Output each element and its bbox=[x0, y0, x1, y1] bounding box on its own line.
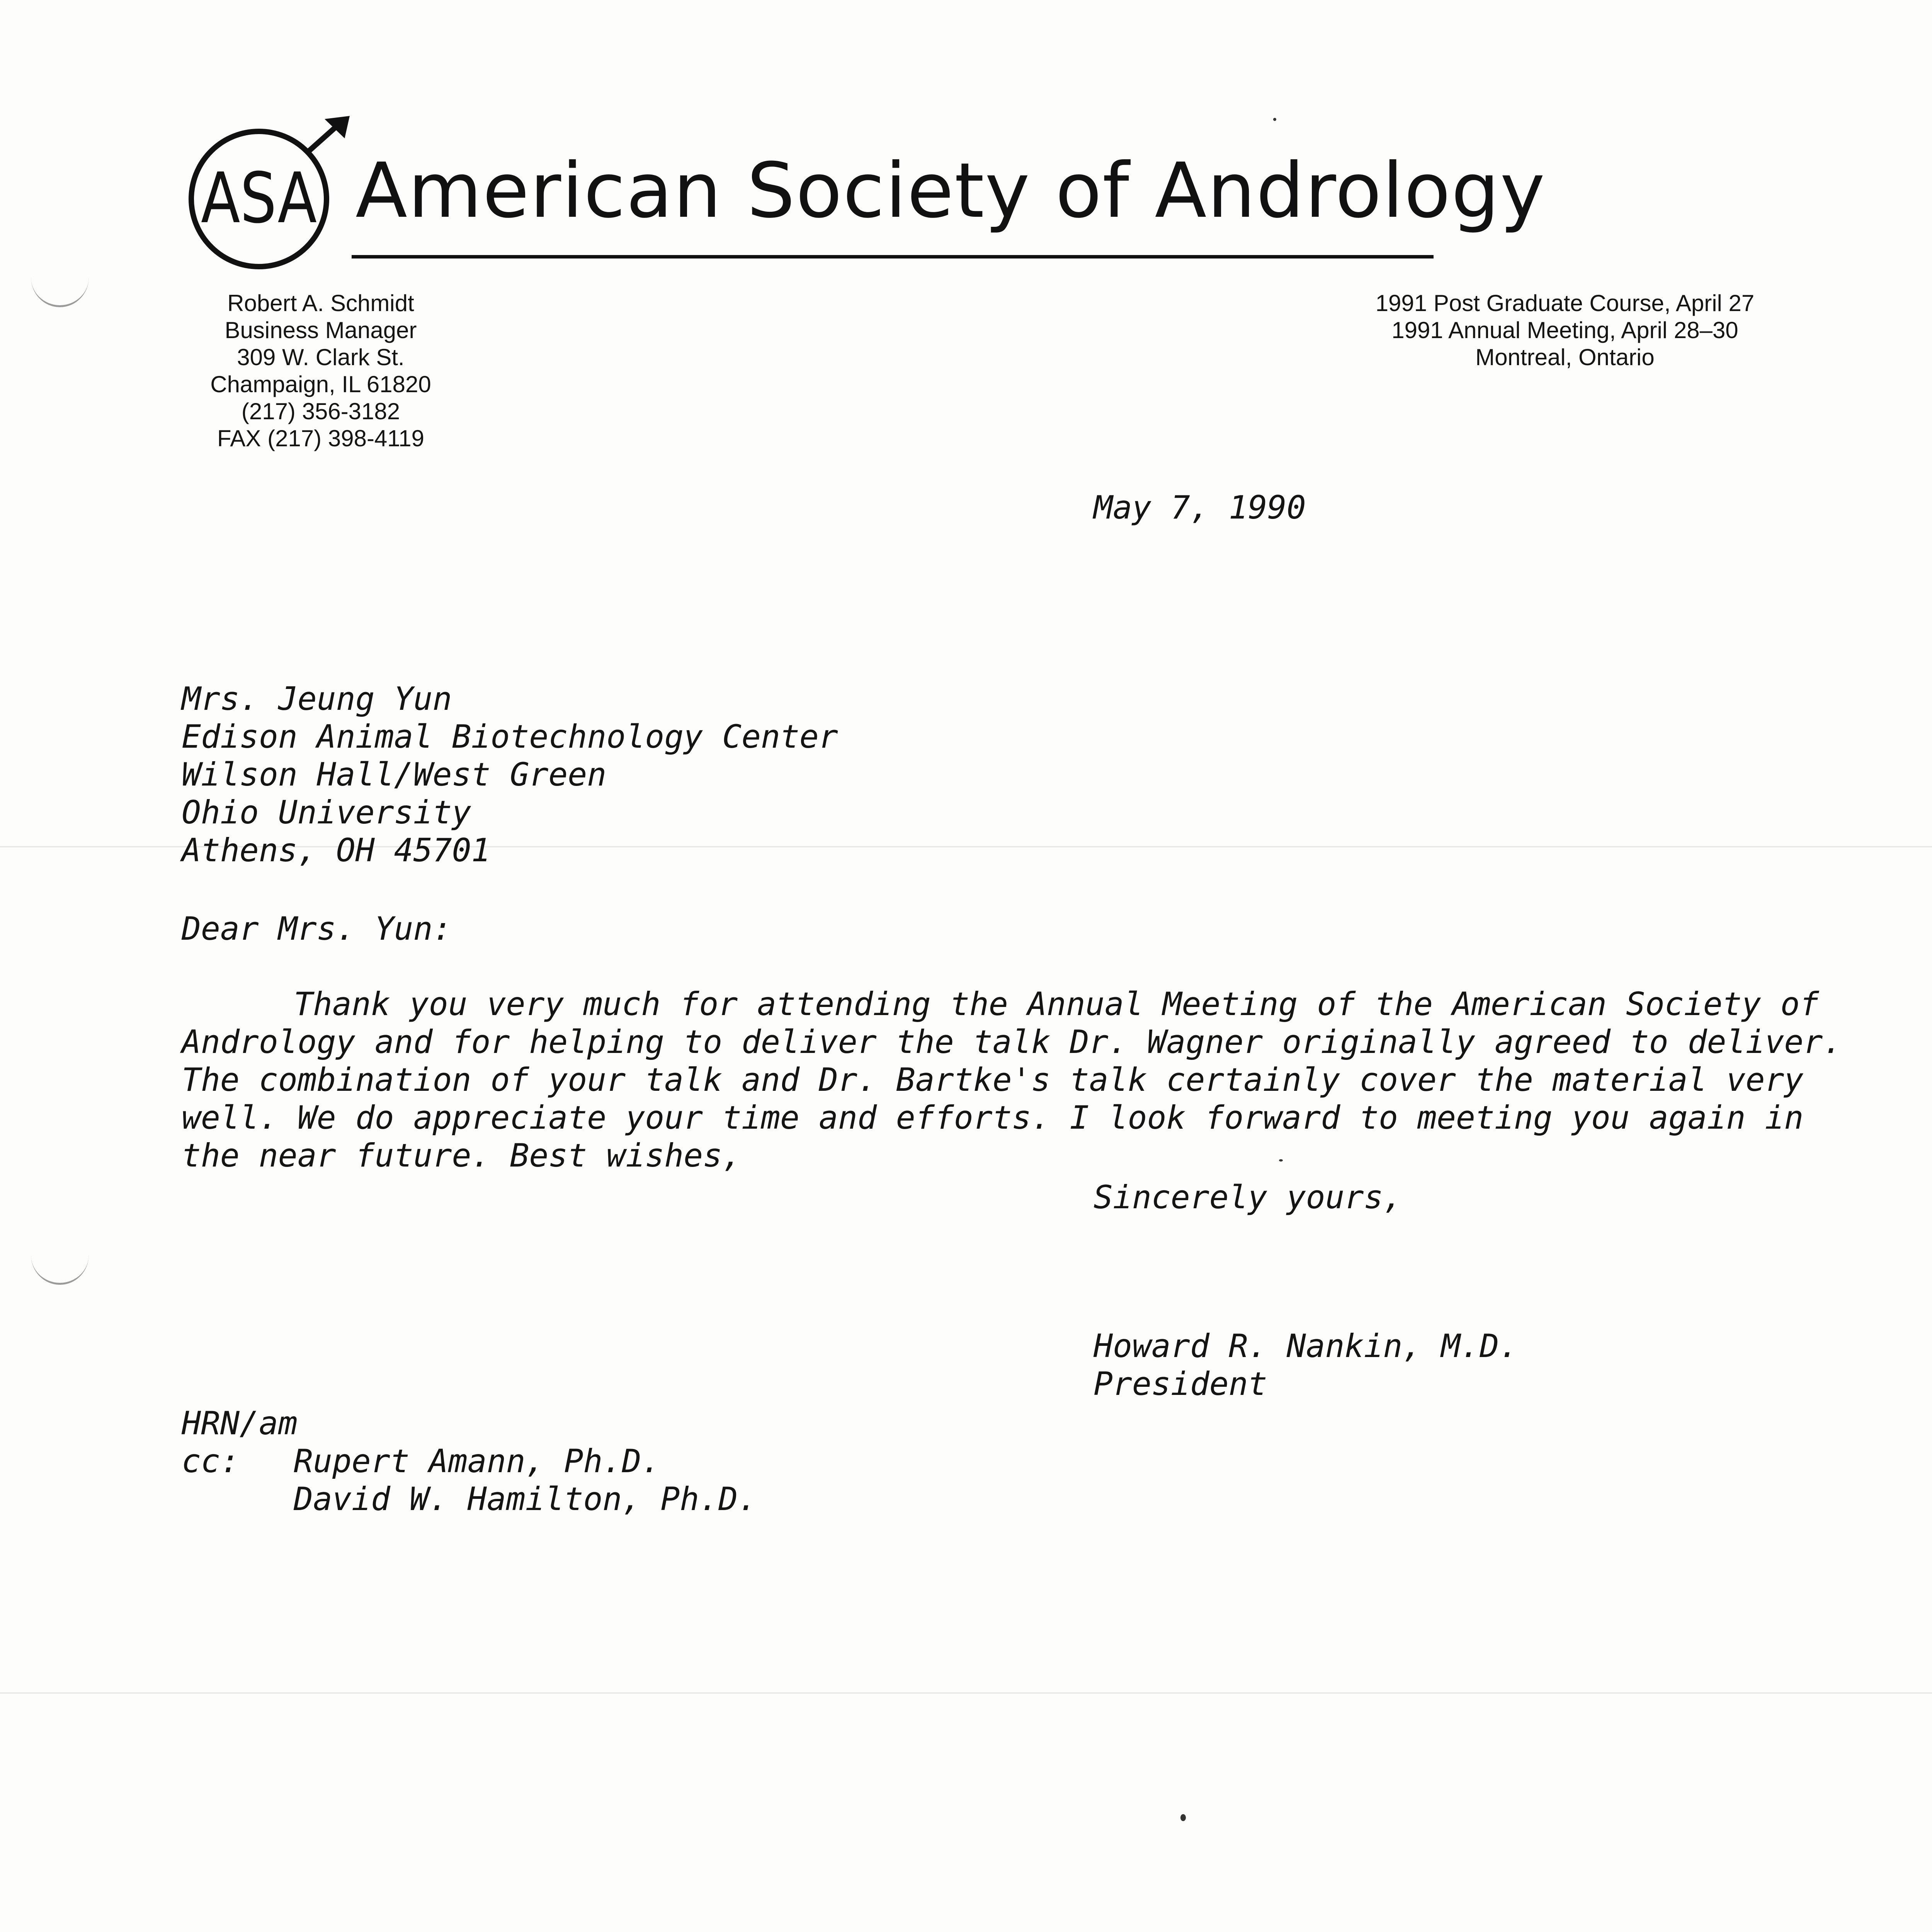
ink-speck bbox=[1279, 1159, 1283, 1162]
cc-row bbox=[182, 1442, 757, 1480]
society-name: American Society of Andrology bbox=[355, 147, 1546, 235]
body-line: Andrology and for helping to deliver the talk Dr. Wagner originally agreed to deliver. bbox=[182, 1023, 1842, 1061]
recipient-line: Ohio University bbox=[182, 794, 471, 831]
meeting-line: 1991 Annual Meeting, April 28–30 bbox=[1391, 317, 1738, 343]
signature-block bbox=[1094, 1327, 1518, 1403]
body-line: Thank you very much for attending the Annual Meeting of the American Society of bbox=[294, 985, 1819, 1023]
punch-hole-middle bbox=[31, 1225, 89, 1285]
asa-logo bbox=[185, 116, 363, 278]
recipient-line: Athens, OH 45701 bbox=[182, 832, 491, 869]
ink-speck bbox=[1180, 1814, 1186, 1821]
cc-recipient: Rupert Amann, Ph.D. bbox=[294, 1442, 661, 1480]
recipient-line: Edison Animal Biotechnology Center bbox=[182, 718, 838, 755]
salutation: Dear Mrs. Yun: bbox=[182, 910, 452, 947]
address-line: Champaign, IL 61820 bbox=[210, 371, 431, 397]
address-line: Business Manager bbox=[224, 317, 417, 343]
address-line: 309 W. Clark St. bbox=[237, 344, 405, 370]
meeting-line: 1991 Post Graduate Course, April 27 bbox=[1375, 290, 1755, 316]
body-line: well. We do appreciate your time and efforts. I look forward to meeting you again in bbox=[182, 1099, 1804, 1136]
punch-hole-top bbox=[31, 247, 89, 307]
closing: Sincerely yours, bbox=[1094, 1179, 1403, 1216]
signer-title: President bbox=[1094, 1365, 1267, 1403]
meeting-info bbox=[1275, 290, 1855, 371]
letterhead-rule bbox=[352, 255, 1434, 259]
meeting-line: Montreal, Ontario bbox=[1475, 344, 1655, 370]
address-line: FAX (217) 398-4119 bbox=[217, 425, 424, 451]
cc-label: cc: bbox=[182, 1442, 240, 1480]
business-manager-address bbox=[147, 290, 495, 452]
logo-lettering: ASA bbox=[201, 158, 317, 239]
recipient-line: Wilson Hall/West Green bbox=[182, 756, 607, 793]
address-line: Robert A. Schmidt bbox=[227, 290, 414, 316]
letter-date: May 7, 1990 bbox=[1094, 489, 1306, 526]
body-line: The combination of your talk and Dr. Bartke's talk certainly cover the material very bbox=[182, 1061, 1804, 1099]
letter-body bbox=[182, 985, 1842, 1175]
body-line: the near future. Best wishes, bbox=[182, 1137, 742, 1174]
recipient-address bbox=[182, 680, 838, 869]
typist-initials: HRN/am bbox=[182, 1405, 298, 1442]
ink-speck bbox=[1273, 118, 1276, 121]
cc-recipient: David W. Hamilton, Ph.D. bbox=[294, 1480, 757, 1518]
address-line: (217) 356-3182 bbox=[241, 398, 400, 424]
signer-name: Howard R. Nankin, M.D. bbox=[1094, 1327, 1519, 1365]
reference-and-cc bbox=[182, 1405, 757, 1518]
fold-line-lower bbox=[0, 1692, 1932, 1694]
recipient-line: Mrs. Jeung Yun bbox=[182, 680, 452, 718]
